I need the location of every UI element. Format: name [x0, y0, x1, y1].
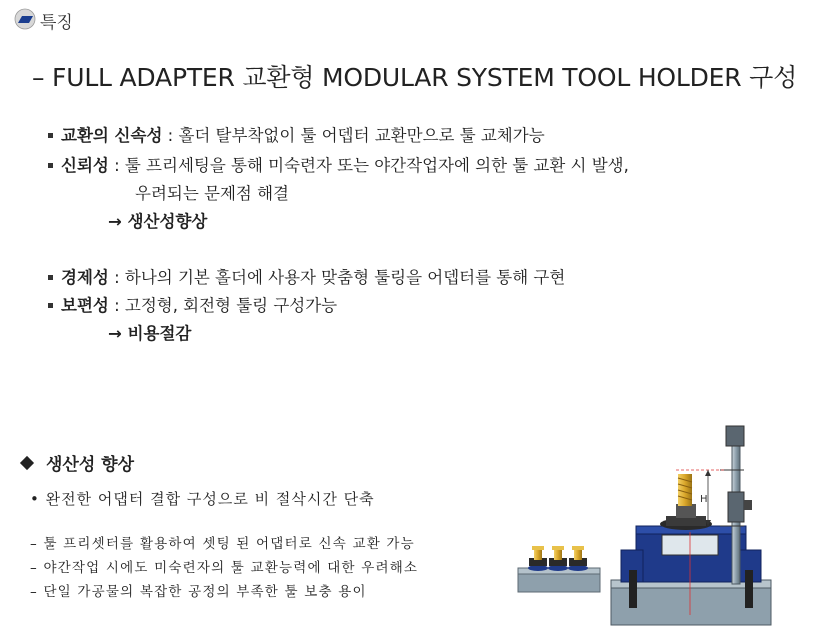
section-bullet: [30, 488, 375, 509]
header-badge-icon: [14, 8, 36, 30]
diamond-icon: [20, 456, 34, 470]
section-title: [20, 450, 134, 475]
feature-text: : 홀더 탈부착없이 툴 어뎁터 교환만으로 툴 교체가능: [162, 126, 545, 145]
feature-continuation: 우려되는 문제점 해결: [135, 184, 289, 203]
bullet-square-icon: [48, 133, 53, 138]
feature-quick-exchange: [48, 122, 545, 146]
adapter-icon: [568, 546, 588, 571]
tool-presetter-illustration: [516, 420, 816, 630]
result-cost-reduction: → 비용절감: [108, 324, 192, 343]
feature-reliability: [48, 152, 629, 176]
feature-text: : 하나의 기본 홀더에 사용자 맞춤형 툴링을 어뎁터를 통해 구현: [108, 268, 566, 287]
dash-item: – 야간작업 시에도 미숙련자의 툴 교환능력에 대한 우려해소: [30, 560, 419, 576]
dot-icon: •: [30, 490, 40, 508]
bullet-square-icon: [48, 275, 53, 280]
section-bullet-text: 완전한 어댑터 결합 구성으로 비 절삭시간 단축: [45, 490, 375, 508]
presetter-base: [611, 526, 771, 625]
adapter-icon: [548, 546, 568, 571]
bullet-square-icon: [48, 303, 53, 308]
section-title-text: 생산성 향상: [46, 455, 135, 475]
dimension-label: H: [700, 494, 708, 505]
feature-text: : 툴 프리세팅을 통해 미숙련자 또는 야간작업자에 의한 툴 교환 시 발생,: [108, 156, 629, 175]
result-productivity: → 생산성향상: [108, 212, 208, 231]
feature-economy: [48, 264, 565, 288]
dash-item: – 단일 가공물의 복잡한 공정의 부족한 툴 보충 용이: [30, 584, 367, 600]
main-title: – FULL ADAPTER 교환형 MODULAR SYSTEM TOOL HOLDER 구성: [32, 63, 798, 92]
feature-label: 신뢰성: [61, 156, 109, 175]
header-title: 특징: [40, 13, 73, 33]
dash-item: – 툴 프리셋터를 활용하여 셋팅 된 어댑터로 신속 교환 가능: [30, 536, 415, 552]
bullet-square-icon: [48, 163, 53, 168]
adapter-rack: [518, 546, 600, 592]
feature-label: 경제성: [61, 268, 109, 287]
feature-label: 교환의 신속성: [61, 126, 163, 145]
adapter-icon: [528, 546, 548, 571]
feature-universality: [48, 292, 337, 316]
feature-label: 보편성: [61, 296, 109, 315]
feature-text: : 고정형, 회전형 툴링 구성가능: [108, 296, 338, 315]
